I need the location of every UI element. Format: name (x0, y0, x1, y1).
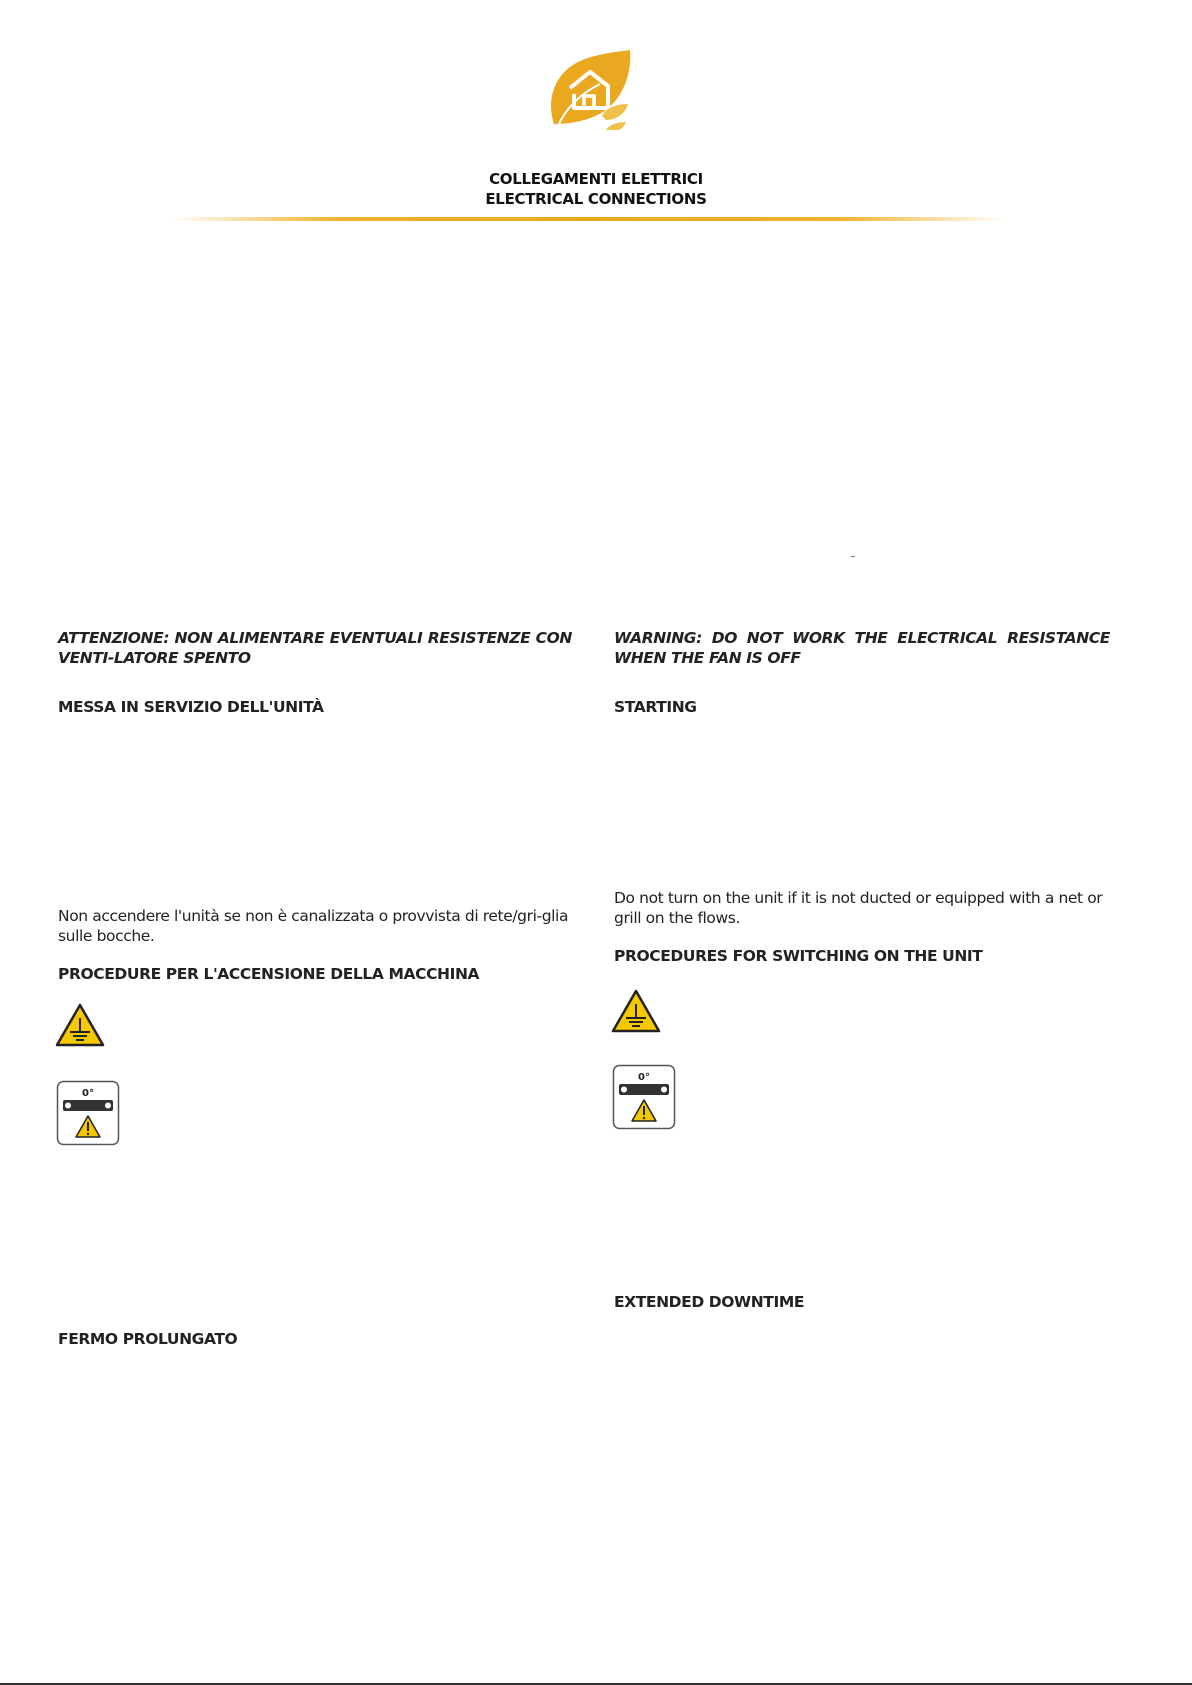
leaf-house-logo (540, 50, 636, 130)
section-title-english: ELECTRICAL CONNECTIONS (485, 190, 707, 208)
header-divider (170, 217, 1006, 221)
starting-heading-italian: MESSA IN SERVIZIO DELL'UNITÀ (58, 698, 324, 716)
earth-ground-warning-icon (54, 1002, 106, 1048)
warning-text-italian: ATTENZIONE: NON ALIMENTARE EVENTUALI RESISTENZE CON VENTI-LATORE SPENTO (58, 629, 572, 667)
warning-text-english: WARNING: DO NOT WORK THE ELECTRICAL RESISTANCE WHEN THE FAN IS OFF (614, 629, 1110, 667)
procedures-heading-english: PROCEDURES FOR SWITCHING ON THE UNIT (614, 947, 983, 965)
starting-heading-english: STARTING (614, 698, 697, 716)
stray-mark (851, 556, 855, 557)
section-title-italian: COLLEGAMENTI ELETTRICI (489, 170, 703, 188)
switch-zero-warning-icon (612, 1064, 676, 1130)
downtime-heading-english: EXTENDED DOWNTIME (614, 1293, 805, 1311)
earth-ground-warning-icon (610, 988, 662, 1034)
switch-zero-warning-icon (56, 1080, 120, 1146)
procedures-heading-italian: PROCEDURE PER L'ACCENSIONE DELLA MACCHINA (58, 965, 480, 983)
switch-label: 0° (82, 1088, 94, 1099)
duct-note-italian: Non accendere l'unità se non è canalizzata o provvista di rete/gri-glia sulle bocche. (58, 907, 569, 945)
switch-label: 0° (638, 1072, 650, 1083)
downtime-heading-italian: FERMO PROLUNGATO (58, 1330, 238, 1348)
duct-note-english: Do not turn on the unit if it is not ducted or equipped with a net or grill on the flows. (614, 889, 1103, 927)
